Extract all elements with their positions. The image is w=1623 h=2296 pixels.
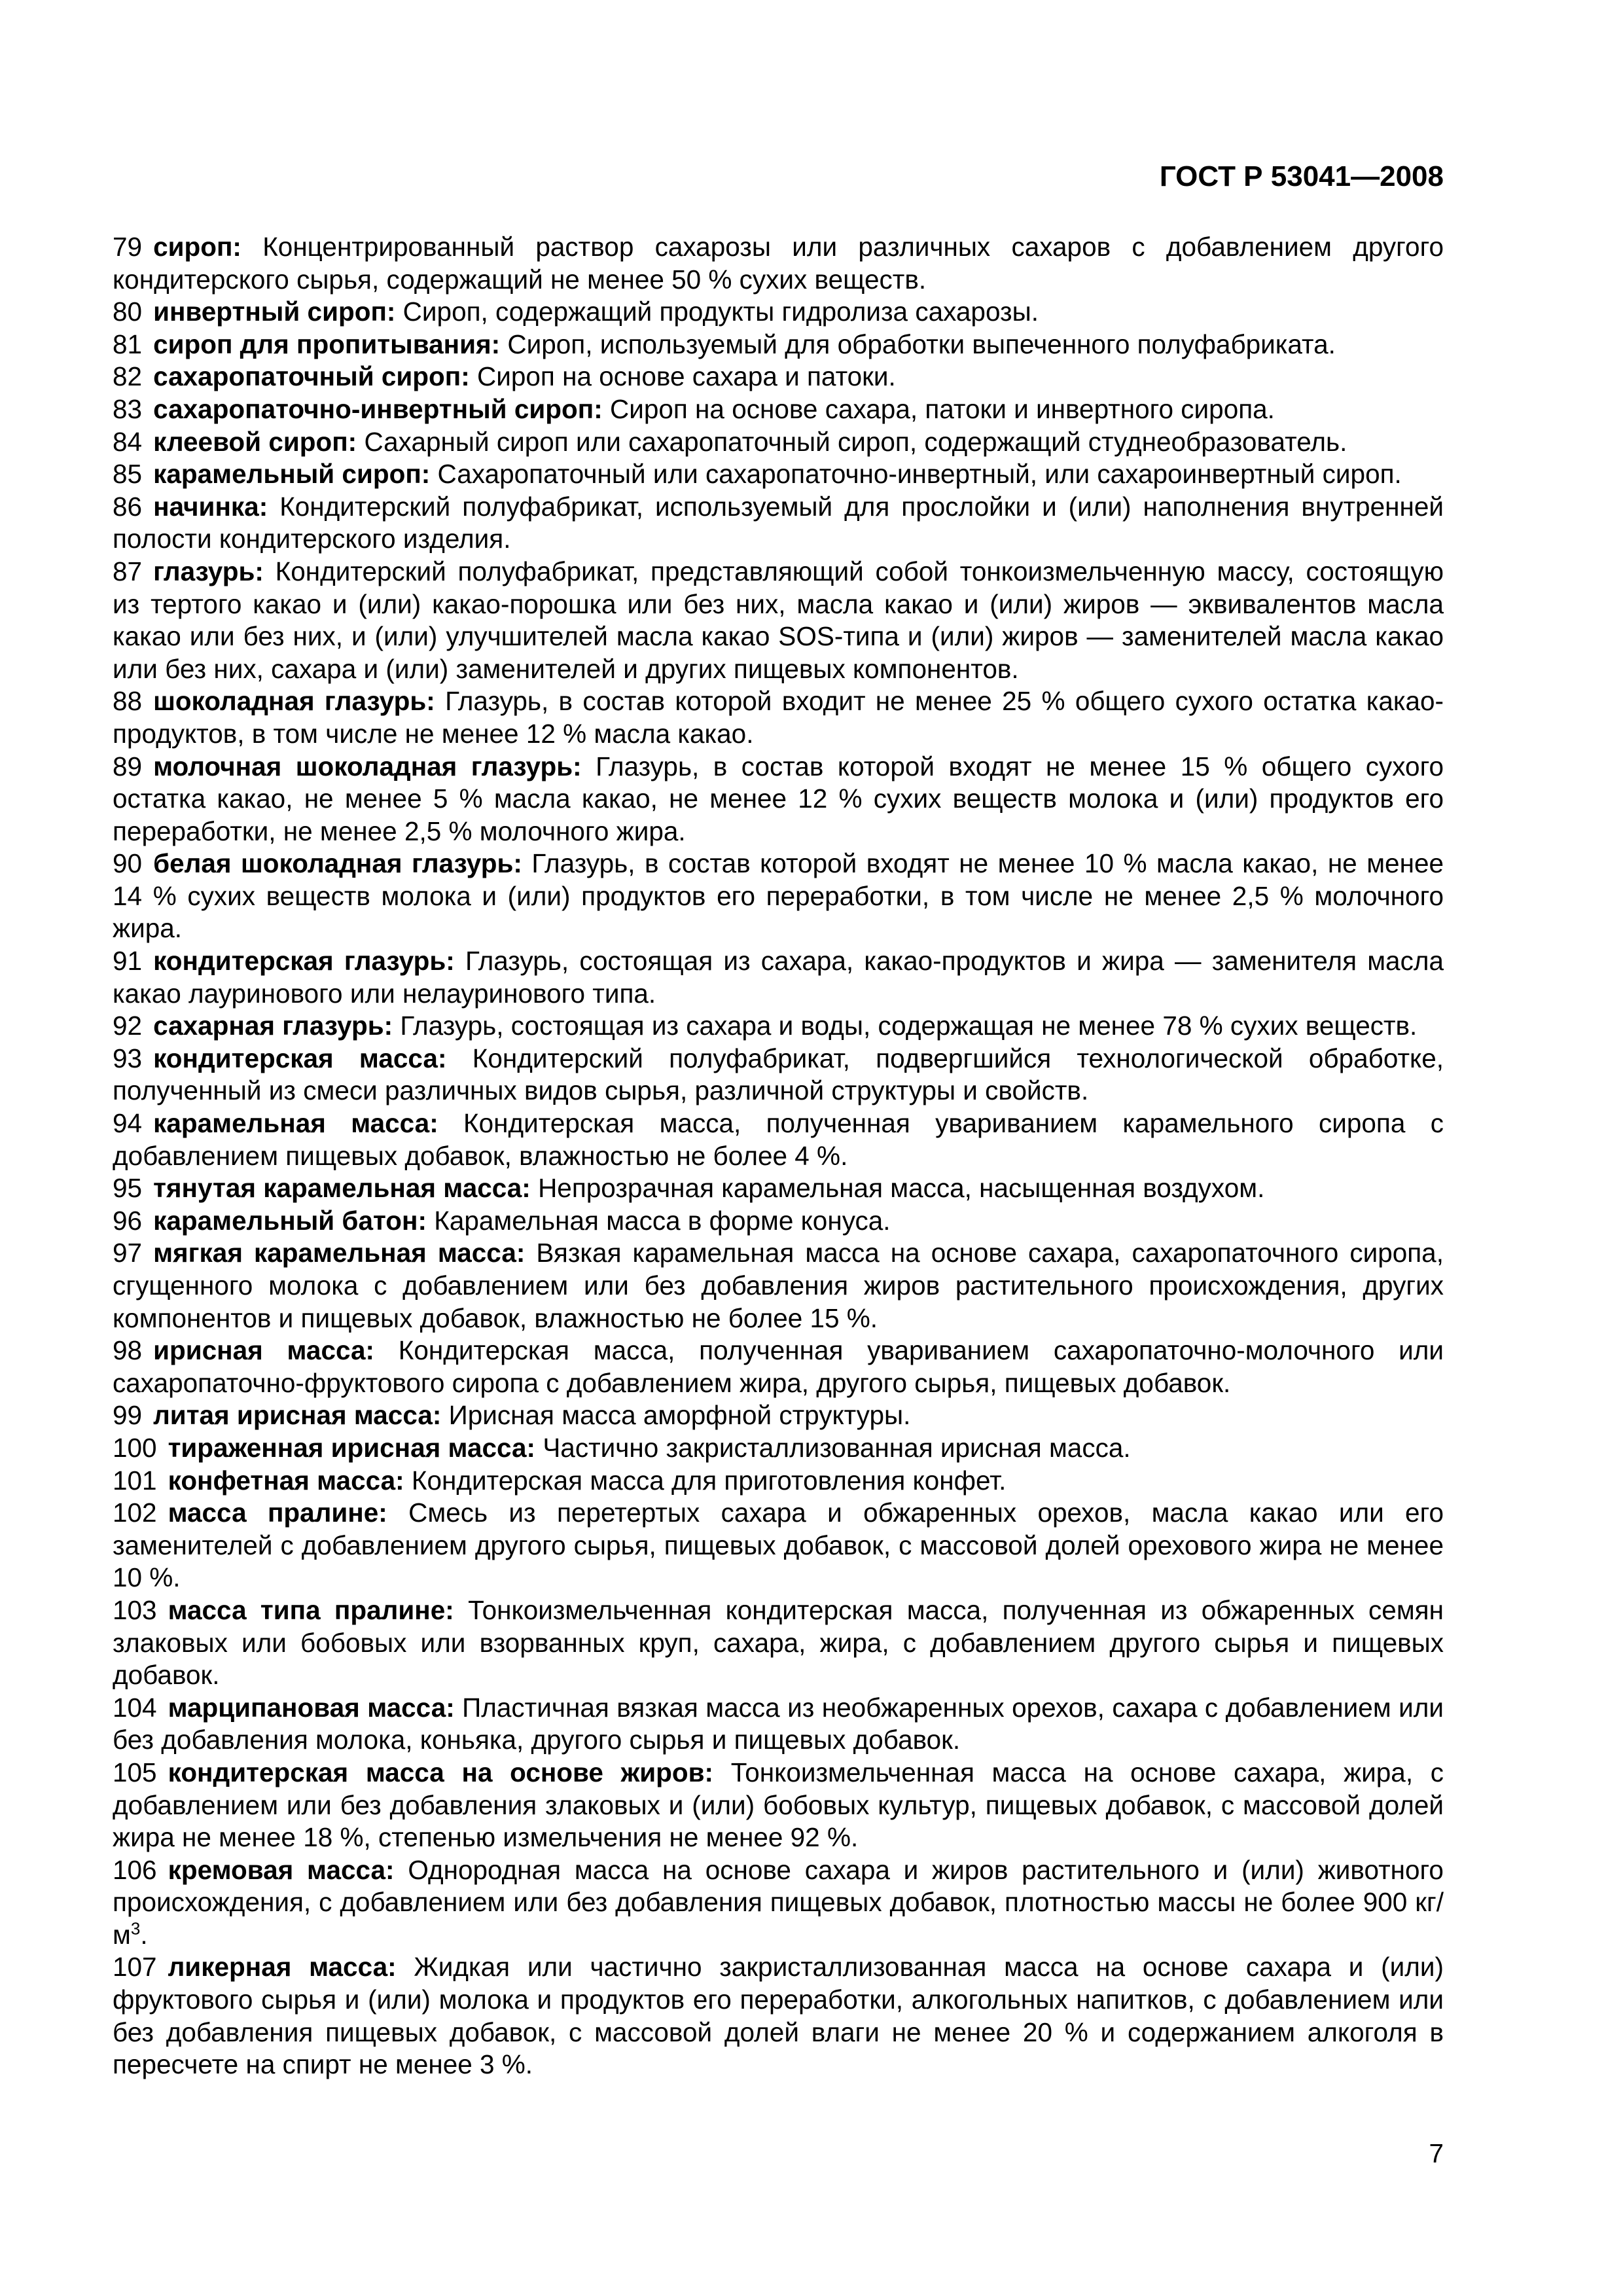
term-entry — [113, 1237, 1444, 1335]
term-definition: Сироп, используемый для обработки выпеченного полуфабриката. — [507, 329, 1336, 359]
term-number: 84 — [113, 426, 143, 457]
term-number: 89 — [113, 751, 143, 781]
term-definition: Однородная масса на основе сахара и жиров растительного и (или) животного происхождения, с добавлением или без добавления пищевых добавок, плотностью массы не более 900 кг/ м — [113, 1854, 1444, 1950]
term-definition: Сироп на основе сахара и патоки. — [476, 361, 896, 392]
term-definition: Глазурь, в состав которой входит не менее 25 % общего сухого остатка какао-продуктов, в том числе не менее 12 % масла какао. — [113, 686, 1444, 749]
term-definition: Глазурь, состоящая из сахара и воды, содержащая не менее 78 % сухих веществ. — [400, 1011, 1418, 1041]
term-number: 105 — [113, 1757, 157, 1787]
term-name: инвертный сироп: — [153, 296, 396, 327]
term-name: кондитерская масса на основе жиров: — [168, 1757, 714, 1787]
term-name: глазурь: — [153, 556, 264, 586]
term-entry — [113, 361, 1444, 393]
term-number: 103 — [113, 1594, 157, 1625]
term-number: 96 — [113, 1205, 143, 1236]
term-name: начинка: — [153, 491, 268, 522]
term-number: 80 — [113, 296, 143, 327]
term-entry — [113, 1757, 1444, 1854]
term-name: сахарная глазурь: — [153, 1011, 393, 1041]
term-number: 86 — [113, 491, 143, 522]
term-number: 85 — [113, 459, 143, 490]
term-name: сироп: — [153, 232, 241, 262]
term-entry — [113, 329, 1444, 361]
term-name: сахаропаточно-инвертный сироп: — [153, 393, 603, 424]
term-definition: Глазурь, в состав которой входят не менее 10 % масла какао, не менее 14 % сухих веществ молока и (или) продуктов его переработки, в том числе не менее 2,5 % молочного жира. — [113, 848, 1444, 944]
term-definition: Глазурь, состоящая из сахара, какао-продуктов и жира — заменителя масла какао лауринового или нелауринового типа. — [113, 946, 1444, 1009]
term-name: марципановая масса: — [168, 1692, 455, 1723]
term-definition: Пластичная вязкая масса из необжаренных орехов, сахара с добавлением или без добавления молока, коньяка, другого сырья и пищевых добавок. — [113, 1692, 1444, 1755]
page-number: 7 — [1429, 2138, 1444, 2168]
standard-designation: ГОСТ Р 53041—2008 — [1159, 160, 1444, 192]
term-entry — [113, 458, 1444, 491]
term-name: сахаропаточный сироп: — [153, 361, 470, 392]
term-name: мягкая карамельная масса: — [153, 1238, 526, 1268]
term-name: шоколадная глазурь: — [153, 686, 435, 717]
term-number: 98 — [113, 1335, 143, 1366]
term-definition: Ирисная масса аморфной структуры. — [448, 1400, 911, 1431]
term-name: клеевой сироп: — [153, 426, 357, 457]
term-entry — [113, 1335, 1444, 1399]
term-definition: Сироп, содержащий продукты гидролиза сахарозы. — [402, 296, 1039, 327]
term-definition: Концентрированный раствор сахарозы или различных сахаров с добавлением другого кондитерского сырья, содержащий не менее 50 % сухих веществ. — [113, 232, 1444, 295]
term-entry — [113, 296, 1444, 329]
term-definition: Жидкая или частично закристаллизованная масса на основе сахара и (или) фруктового сырья и (или) молока и продуктов его переработки, алкогольных напитков, с добавлением или без добавления пищевых добавок, с массовой долей влаги не менее 20 % и содержанием алкоголя в пересчете на спирт не менее 3 %. — [113, 1952, 1444, 2080]
term-number: 104 — [113, 1692, 157, 1723]
term-definition: Глазурь, в состав которой входят не менее 15 % общего сухого остатка какао, не менее 5 % масла какао, не менее 12 % сухих веществ молока и (или) продуктов его переработки, не менее 2,5 % молочного жира. — [113, 751, 1444, 846]
term-name: ликерная масса: — [168, 1952, 397, 1982]
term-number: 90 — [113, 848, 143, 879]
term-entry — [113, 945, 1444, 1010]
term-entry — [113, 1465, 1444, 1498]
term-name: масса типа пралине: — [168, 1594, 454, 1625]
term-number: 83 — [113, 393, 143, 424]
term-name: белая шоколадная глазурь: — [153, 848, 522, 879]
term-entry — [113, 1497, 1444, 1594]
term-number: 81 — [113, 329, 143, 359]
term-definition: Кондитерская масса, полученная увариванием сахаропаточно-молочного или сахаропаточно-фруктового сиропа с добавлением жира, другого сырья, пищевых добавок. — [113, 1335, 1444, 1398]
terms-list — [113, 231, 1444, 2081]
term-definition: Непрозрачная карамельная масса, насыщенная воздухом. — [538, 1173, 1265, 1204]
term-number: 102 — [113, 1498, 157, 1528]
term-entry — [113, 1594, 1444, 1692]
term-number: 101 — [113, 1465, 157, 1496]
term-definition: Кондитерская масса для приготовления конфет. — [411, 1465, 1007, 1496]
term-entry — [113, 393, 1444, 426]
term-entry — [113, 1951, 1444, 2081]
term-entry — [113, 848, 1444, 945]
term-number: 93 — [113, 1043, 143, 1073]
term-entry — [113, 1399, 1444, 1432]
term-name: карамельная масса: — [153, 1108, 438, 1139]
term-number: 91 — [113, 946, 143, 977]
term-name: конфетная масса: — [168, 1465, 404, 1496]
term-entry — [113, 1172, 1444, 1205]
term-entry — [113, 1205, 1444, 1238]
term-definition: Частично закристаллизованная ирисная масса. — [543, 1432, 1131, 1463]
document-header — [113, 157, 1444, 196]
term-number: 94 — [113, 1108, 143, 1139]
term-definition: Тонкоизмельченная кондитерская масса, полученная из обжаренных семян злаковых или бобовых или взорванных круп, сахара, жира, с добавлением другого сырья и пищевых добавок. — [113, 1594, 1444, 1691]
term-name: карамельный сироп: — [153, 459, 431, 490]
term-name: масса пралине: — [168, 1498, 387, 1528]
term-definition: Кондитерская масса, полученная увариванием карамельного сиропа с добавлением пищевых добавок, влажностью не более 4 %. — [113, 1108, 1444, 1171]
term-entry — [113, 1010, 1444, 1043]
term-definition: Кондитерский полуфабрикат, используемый для прослойки и (или) наполнения внутренней полости кондитерского изделия. — [113, 491, 1444, 554]
term-entry — [113, 685, 1444, 750]
term-number: 99 — [113, 1400, 143, 1431]
superscript: 3 — [130, 1918, 141, 1939]
term-definition: Смесь из перетертых сахара и обжаренных орехов, масла какао или его заменителей с добавлением другого сырья, пищевых добавок, с массовой долей орехового жира не менее 10 %. — [113, 1498, 1444, 1593]
term-number: 87 — [113, 556, 143, 586]
term-entry — [113, 1692, 1444, 1757]
term-number: 92 — [113, 1011, 143, 1041]
term-name: ирисная масса: — [153, 1335, 375, 1366]
term-definition: Вязкая карамельная масса на основе сахара, сахаропаточного сиропа, сгущенного молока с добавлением или без добавления жиров растительного происхождения, других компонентов и пищевых добавок, влажностью не более 15 %. — [113, 1238, 1444, 1333]
term-name: тянутая карамельная масса: — [153, 1173, 531, 1204]
term-number: 79 — [113, 232, 143, 262]
term-entry — [113, 751, 1444, 848]
term-entry — [113, 556, 1444, 685]
term-definition: Сахарный сироп или сахаропаточный сироп, содержащий студнеобразователь. — [364, 426, 1347, 457]
term-definition: Карамельная масса в форме конуса. — [434, 1205, 891, 1236]
term-number: 106 — [113, 1854, 157, 1885]
term-number: 107 — [113, 1952, 157, 1982]
term-name: сироп для пропитывания: — [153, 329, 501, 359]
term-number: 88 — [113, 686, 143, 717]
term-number: 95 — [113, 1173, 143, 1204]
term-name: кондитерская масса: — [153, 1043, 447, 1073]
term-number: 97 — [113, 1238, 143, 1268]
term-name: кремовая масса: — [168, 1854, 395, 1885]
term-name: литая ирисная масса: — [153, 1400, 442, 1431]
term-definition: Сироп на основе сахара, патоки и инвертного сиропа. — [609, 393, 1275, 424]
term-name: молочная шоколадная глазурь: — [153, 751, 582, 781]
term-name: тираженная ирисная масса: — [168, 1432, 536, 1463]
term-entry — [113, 1043, 1444, 1107]
term-entry — [113, 1854, 1444, 1952]
term-definition: Сахаропаточный или сахаропаточно-инвертный, или сахароинвертный сироп. — [437, 459, 1402, 490]
term-entry — [113, 426, 1444, 459]
term-entry — [113, 1432, 1444, 1465]
term-name: карамельный батон: — [153, 1205, 427, 1236]
term-name: кондитерская глазурь: — [153, 946, 455, 977]
term-number: 82 — [113, 361, 143, 392]
term-number: 100 — [113, 1432, 157, 1463]
term-definition-tail: . — [140, 1919, 148, 1950]
term-definition: Кондитерский полуфабрикат, представляющий собой тонкоизмельченную массу, состоящую из тертого какао и (или) какао-порошка или без них, масла какао и (или) жиров — эквивалентов масла какао или без них, и (или) улучшителей масла какао SOS-типа и (или) жиров — заменителей масла какао или без них, сахара и (или) заменителей и других пищевых компонентов. — [113, 556, 1444, 684]
term-entry — [113, 491, 1444, 556]
term-definition: Кондитерский полуфабрикат, подвергшийся технологической обработке, полученный из смеси различных видов сырья, различной структуры и свойств. — [113, 1043, 1444, 1106]
term-definition: Тонкоизмельченная масса на основе сахара, жира, с добавлением или без добавления злаковых и (или) бобовых культур, пищевых добавок, с массовой долей жира не менее 18 %, степенью измельчения не менее 92 %. — [113, 1757, 1444, 1853]
term-entry — [113, 231, 1444, 296]
term-entry — [113, 1107, 1444, 1172]
